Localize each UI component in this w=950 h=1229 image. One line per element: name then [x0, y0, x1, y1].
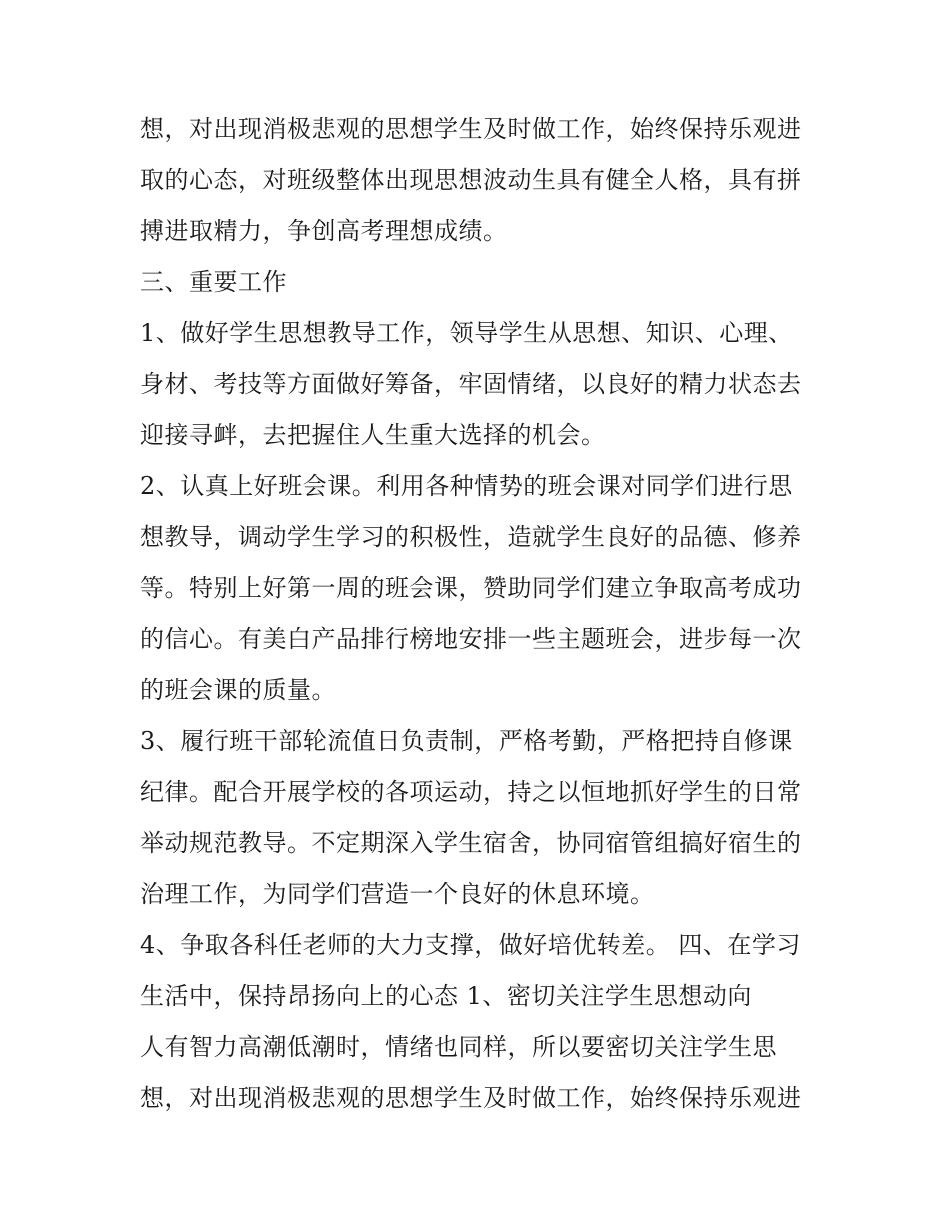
- document-body: [140, 104, 820, 1124]
- text-line: 人有智力高潮低潮时，情绪也同样，所以要密切关注学生思: [140, 1033, 777, 1061]
- text-line: 2、认真上好班会课。利用各种情势的班会课对同学们进行思: [140, 472, 793, 500]
- text-line: 1、做好学生思想教导工作，领导学生从思想、知识、心理、: [140, 319, 793, 347]
- text-line: 身材、考技等方面做好筹备，牢固情绪，以良好的精力状态去: [140, 370, 802, 398]
- text-line: 治理工作，为同学们营造一个良好的休息环境。: [140, 880, 655, 908]
- text-line: 取的心态，对班级整体出现思想波动生具有健全人格，具有拼: [140, 166, 802, 194]
- text-line: 想，对出现消极悲观的思想学生及时做工作，始终保持乐观进: [140, 115, 802, 143]
- section-heading: 三、重要工作: [140, 268, 287, 296]
- text-line: 4、争取各科任老师的大力支撑，做好培优转差。 四、在学习: [140, 931, 801, 959]
- text-line: 迎接寻衅，去把握住人生重大选择的机会。: [140, 421, 606, 449]
- text-line: 想教导，调动学生学习的积极性，造就学生良好的品德、修养: [140, 523, 802, 551]
- text-line: 等。特别上好第一周的班会课，赞助同学们建立争取高考成功: [140, 574, 802, 602]
- text-line: 生活中，保持昂扬向上的心态 1、密切关注学生思想动向: [140, 982, 752, 1010]
- text-line: 搏进取精力，争创高考理想成绩。: [140, 217, 508, 245]
- text-line: 纪律。配合开展学校的各项运动，持之以恒地抓好学生的日常: [140, 778, 802, 806]
- text-line: 的信心。有美白产品排行榜地安排一些主题班会，进步每一次: [140, 625, 802, 653]
- text-line: 的班会课的质量。: [140, 676, 336, 704]
- text-line: 想，对出现消极悲观的思想学生及时做工作，始终保持乐观进: [140, 1084, 802, 1112]
- text-line: 举动规范教导。不定期深入学生宿舍，协同宿管组搞好宿生的: [140, 829, 802, 857]
- text-line: 3、履行班干部轮流值日负责制，严格考勤，严格把持自修课: [140, 727, 793, 755]
